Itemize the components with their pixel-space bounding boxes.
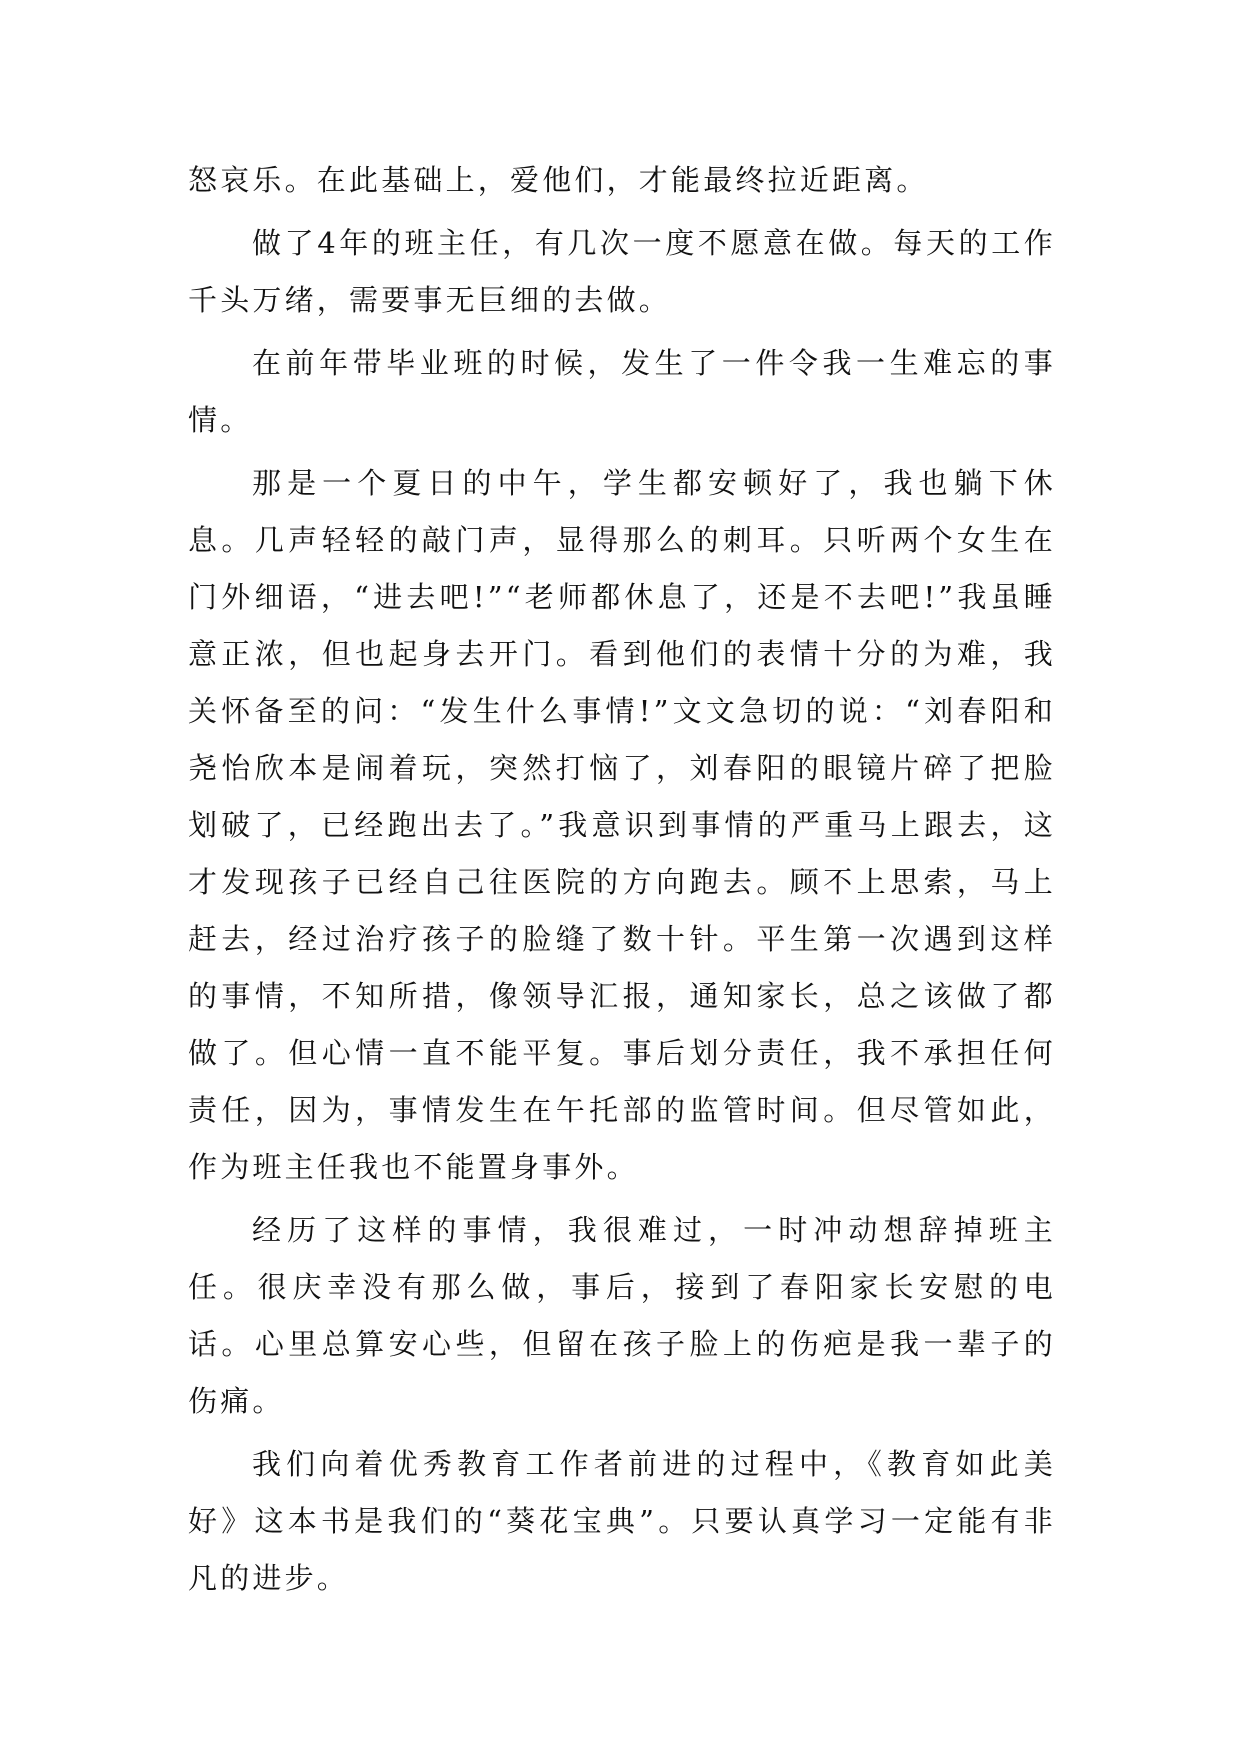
paragraph-5: 经历了这样的事情，我很难过，一时冲动想辞掉班主任。很庆幸没有那么做，事后，接到了春阳家长安慰的电话。心里总算安心些，但留在孩子脸上的伤疤是我一辈子的伤痛。	[188, 1213, 1056, 1418]
paragraph-4: 那是一个夏日的中午，学生都安顿好了，我也躺下休息。几声轻轻的敲门声，显得那么的刺耳。只听两个女生在门外细语，“进去吧!”“老师都休息了，还是不去吧!”我虽睡意正浓，但也起身去开门。看到他们的表情十分的为难，我关怀备至的问：“发生什么事情!”文文急切的说：“刘春阳和尧怡欣本是闹着玩，突然打恼了，刘春阳的眼镜片碎了把脸划破了，已经跑出去了。”我意识到事情的严重马上跟去，这才发现孩子已经自己往医院的方向跑去。顾不上思索，马上赶去，经过治疗孩子的脸缝了数十针。平生第一次遇到这样的事情，不知所措，像领导汇报，通知家长，总之该做了都做了。但心情一直不能平复。事后划分责任，我不承担任何责任，因为，事情发生在午托部的监管时间。但尽管如此，作为班主任我也不能置身事外。	[188, 466, 1056, 1184]
paragraph-3: 在前年带毕业班的时候，发生了一件令我一生难忘的事情。	[188, 346, 1056, 437]
document-page	[188, 152, 1056, 1607]
paragraph-1: 怒哀乐。在此基础上，爱他们，才能最终拉近距离。	[188, 163, 929, 197]
paragraph-2: 做了4年的班主任，有几次一度不愿意在做。每天的工作千头万绪，需要事无巨细的去做。	[188, 226, 1056, 317]
paragraph-6: 我们向着优秀教育工作者前进的过程中，《教育如此美好》这本书是我们的“葵花宝典”。只要认真学习一定能有非凡的进步。	[188, 1447, 1056, 1595]
